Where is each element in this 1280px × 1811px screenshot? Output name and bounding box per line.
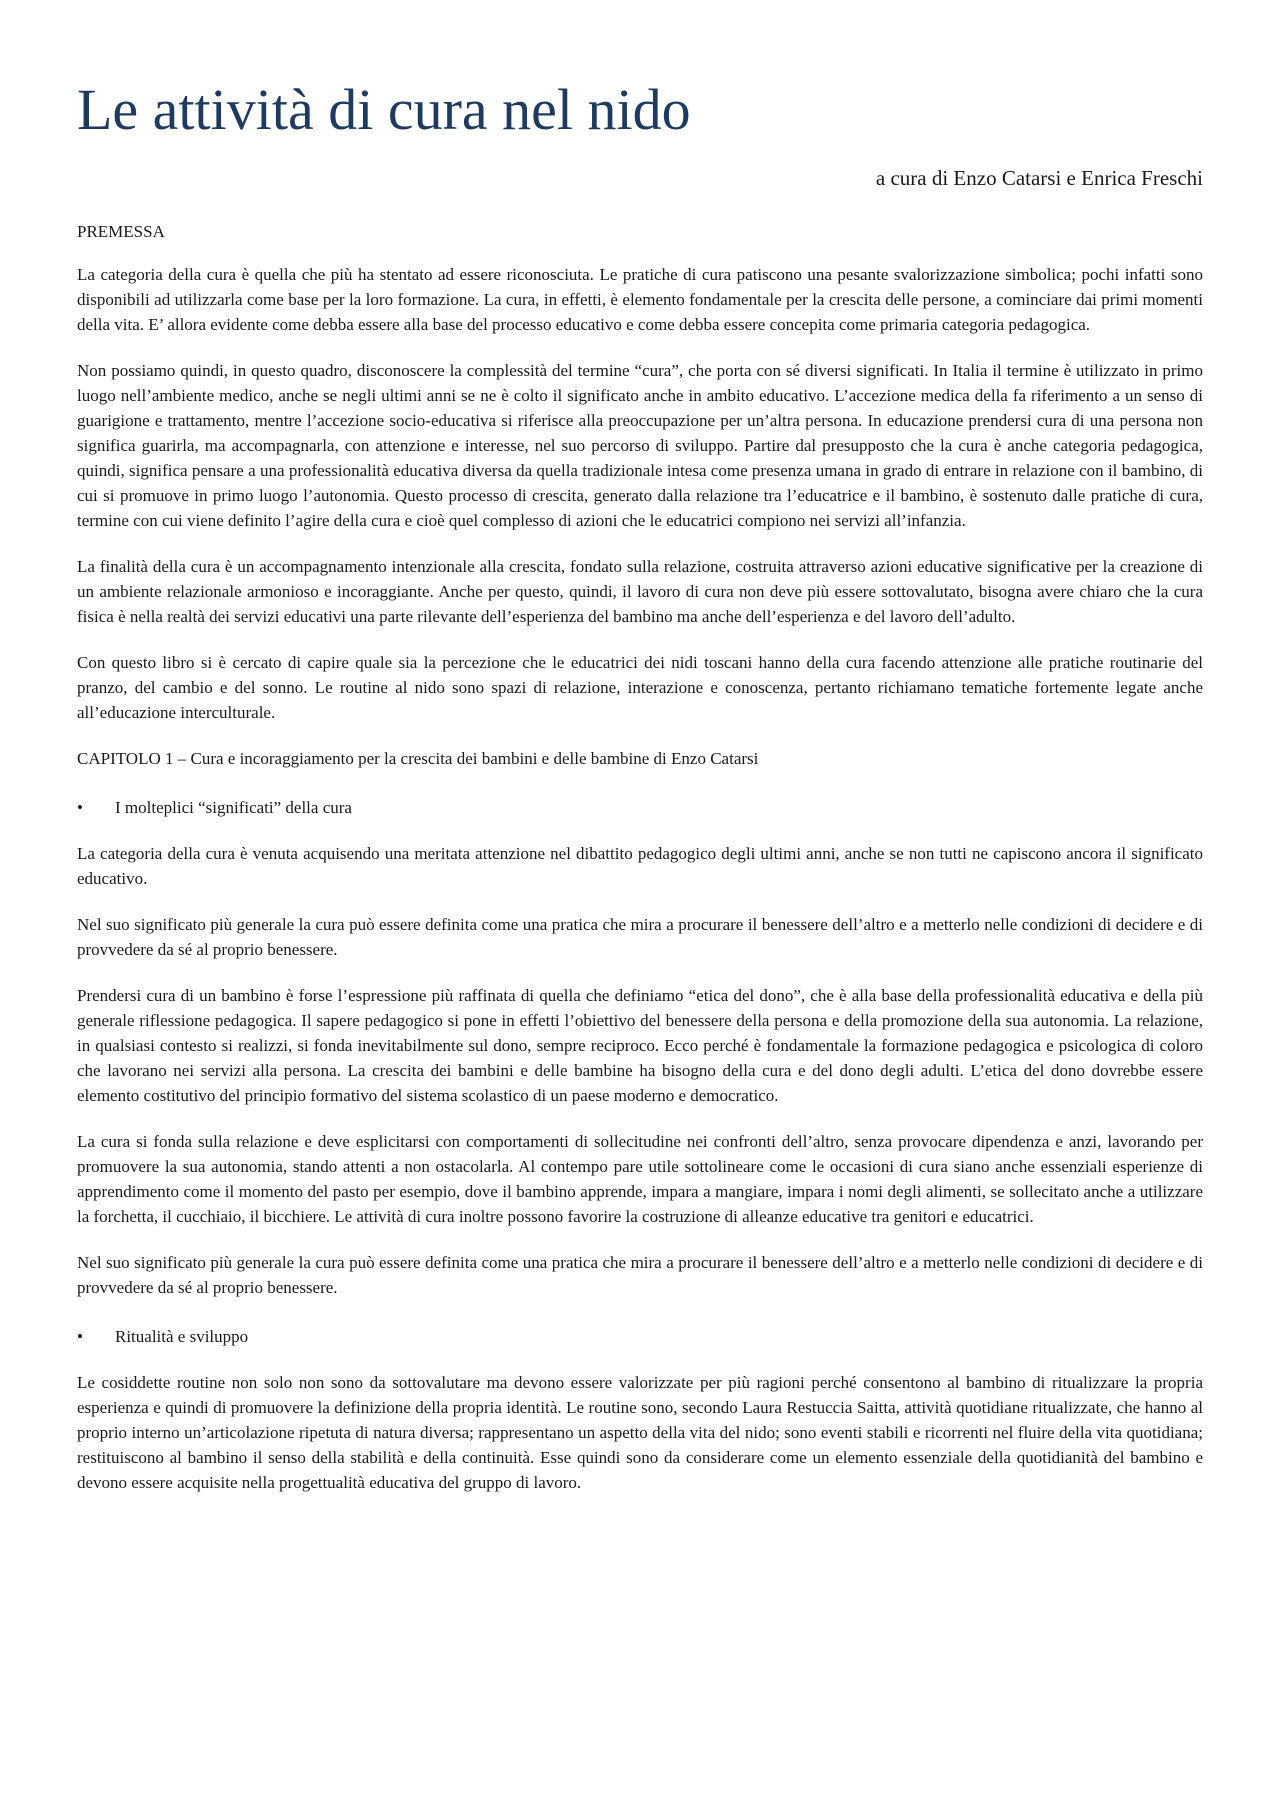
- paragraph: Nel suo significato più generale la cura può essere definita come una pratica che mira a procurare il benessere dell’altro e a metterlo nelle condizioni di decidere e di provvedere da sé al proprio benessere.: [77, 915, 1203, 959]
- bullet-marker: •: [77, 1327, 83, 1346]
- section-heading-significati: [77, 795, 1203, 820]
- section-heading-ritualita: [77, 1324, 1203, 1349]
- bullet-marker: •: [77, 798, 83, 817]
- paragraph: La cura si fonda sulla relazione e deve esplicitarsi con comportamenti di sollecitudine nei confronti dell’altro, senza provocare dipendenza e anzi, lavorando per promuovere la sua autonomia, stando attenti a non ostacolarla. Al contempo pare utile sottolineare come le occasioni di cura siano anche essenziali esperienze di apprendimento come il momento del pasto per esempio, dove il bambino apprende, impara a mangiare, impara i nomi degli alimenti, se sollecitato anche a utilizzare la forchetta, il cucchiaio, il bicchiere. Le attività di cura inoltre possono favorire la costruzione di alleanze educative tra genitori e educatrici.: [77, 1132, 1203, 1226]
- paragraph: Con questo libro si è cercato di capire quale sia la percezione che le educatrici dei nidi toscani hanno della cura facendo attenzione alle pratiche routinarie del pranzo, del cambio e del sonno. Le routine al nido sono spazi di relazione, interazione e conoscenza, pertanto richiamano tematiche fortemente legate anche all’educazione interculturale.: [77, 653, 1203, 722]
- section-heading-text: I molteplici “significati” della cura: [115, 798, 352, 817]
- paragraph: Prendersi cura di un bambino è forse l’espressione più raffinata di quella che definiamo “etica del dono”, che è alla base della professionalità educativa e della più generale riflessione pedagogica. Il sapere pedagogico si pone in effetti l’obiettivo del benessere della persona e della promozione della sua autonomia. La relazione, in qualsiasi contesto si realizzi, si fonda inevitabilmente sul dono, sempre reciproco. Ecco perché è fondamentale la formazione pedagogica e psicologica di coloro che lavorano nei servizi alla persona. La crescita dei bambini e delle bambine ha bisogno della cura e del dono degli adulti. L’etica del dono dovrebbe essere elemento costitutivo del principio formativo del sistema scolastico di un paese moderno e democratico.: [77, 986, 1203, 1105]
- paragraph: La categoria della cura è venuta acquisendo una meritata attenzione nel dibattito pedagogico degli ultimi anni, anche se non tutti ne capiscono ancora il significato educativo.: [77, 844, 1203, 888]
- paragraph: Nel suo significato più generale la cura può essere definita come una pratica che mira a procurare il benessere dell’altro e a metterlo nelle condizioni di decidere e di provvedere da sé al proprio benessere.: [77, 1253, 1203, 1297]
- document-title: Le attività di cura nel nido: [77, 77, 691, 142]
- chapter-heading: CAPITOLO 1 – Cura e incoraggiamento per la crescita dei bambini e delle bambine di Enzo Catarsi: [77, 749, 759, 768]
- paragraph: La categoria della cura è quella che più ha stentato ad essere riconosciuta. Le pratiche di cura patiscono una pesante svalorizzazione simbolica; pochi infatti sono disponibili ad utilizzarla come base per la loro formazione. La cura, in effetti, è elemento fondamentale per la crescita delle persone, a cominciare dai primi momenti della vita. E’ allora evidente come debba essere alla base del processo educativo e come debba essere concepita come primaria categoria pedagogica.: [77, 265, 1203, 334]
- paragraph: Le cosiddette routine non solo non sono da sottovalutare ma devono essere valorizzate per più ragioni perché consentono al bambino di ritualizzare la propria esperienza e quindi di promuovere la definizione della propria identità. Le routine sono, secondo Laura Restuccia Saitta, attività quotidiane ritualizzate, che hanno al proprio interno un’articolazione ripetuta di natura diversa; rappresentano un aspetto della vita del nido; sono eventi stabili e ricorrenti nel fluire della vita quotidiana; restituiscono al bambino il senso della stabilità e della continuità. Esse quindi sono da considerare come un elemento essenziale della quotidianità del bambino e devono essere acquisite nella progettualità educativa del gruppo di lavoro.: [77, 1373, 1203, 1492]
- paragraph: Non possiamo quindi, in questo quadro, disconoscere la complessità del termine “cura”, che porta con sé diversi significati. In Italia il termine è utilizzato in primo luogo nell’ambiente medico, anche se negli ultimi anni se ne è colto il significato anche in ambito educativo. L’accezione medica della fa riferimento a un senso di guarigione e trattamento, mentre l’accezione socio-educativa si riferisce alla preoccupazione per un’altra persona. In educazione prendersi cura di una persona non significa guarirla, ma accompagnarla, con attenzione e interesse, nel suo percorso di sviluppo. Partire dal presupposto che la cura è anche categoria pedagogica, quindi, significa pensare a una professionalità educativa diversa da quella tradizionale intesa come presenza umana in grado di entrare in relazione con il bambino, di cui si promuove in primo luogo l’autonomia. Questo processo di crescita, generato dalla relazione tra l’educatrice e il bambino, è sostenuto dalle pratiche di cura, termine con cui viene definito l’agire della cura e cioè quel complesso di azioni che le educatrici compiono nei servizi all’infanzia.: [77, 361, 1203, 530]
- paragraph: La finalità della cura è un accompagnamento intenzionale alla crescita, fondato sulla relazione, costruita attraverso azioni educative significative per la creazione di un ambiente relazionale armonioso e incoraggiante. Anche per questo, quindi, il lavoro di cura non deve più essere sottovalutato, bisogna avere chiaro che la cura fisica è nella realtà dei servizi educativi una parte rilevante dell’esperienza del bambino ma anche dell’esperienza e del lavoro dell’adulto.: [77, 557, 1203, 626]
- section-heading-text: Ritualità e sviluppo: [115, 1327, 249, 1346]
- author-byline: a cura di Enzo Catarsi e Enrica Freschi: [875, 166, 1203, 190]
- premessa-heading: PREMESSA: [77, 222, 165, 241]
